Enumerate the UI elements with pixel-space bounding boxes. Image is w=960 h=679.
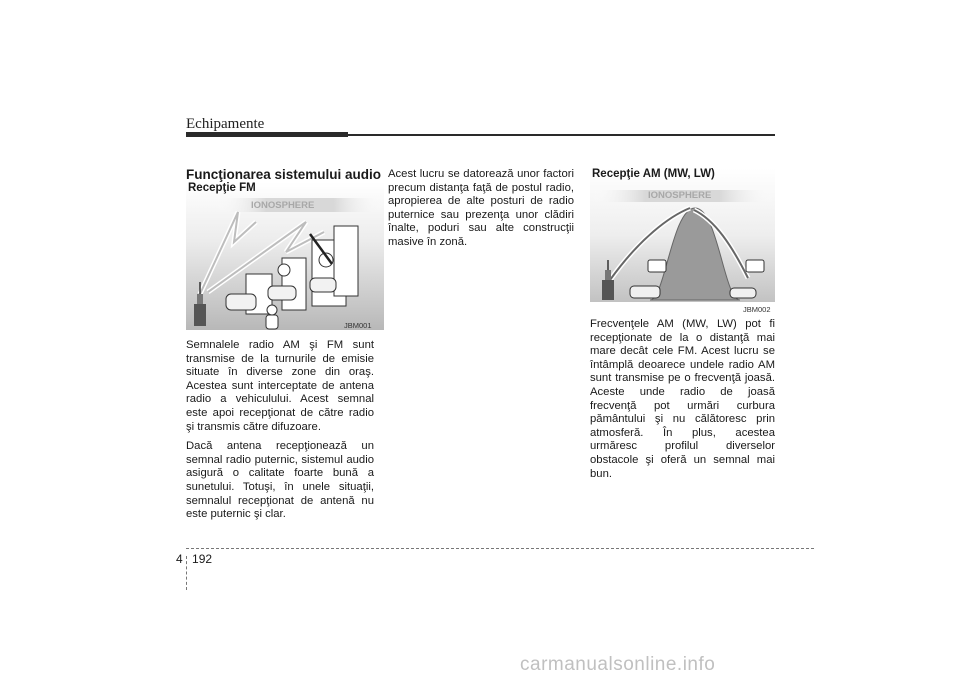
- paragraph: Dacă antena recepţionează un semnal radio puternic, sistemul audio asigură o calitate foarte bună a sunetului. Totuşi, în unele situaţii, semnalul recepţionat de antenă nu este puternic şi clar.: [186, 440, 374, 521]
- chapter-number: 4: [176, 552, 183, 566]
- figure-am: [590, 168, 775, 302]
- am-illustration: [590, 168, 775, 302]
- paragraph: Acest lucru se datorează unor factori precum distanţa faţă de postul radio, apropierea de alte posturi de radio puternice sau prezenţa unor clădiri înalte, poduri sau alte construcţii masive în zonă.: [388, 168, 574, 248]
- column-right: [590, 318, 775, 487]
- figure-fm: [186, 182, 384, 330]
- footer-rule: [186, 548, 814, 549]
- header-bar: [186, 132, 348, 137]
- am-ionosphere-label: IONOSPHERE: [648, 190, 712, 201]
- header-rule: [348, 134, 775, 136]
- paragraph: Frecvenţele AM (MW, LW) pot fi recepţionate de la o distanţă mai mare decât cele FM. Acest lucru se întâmplă deoarece undele radio AM sunt transmise pe o frecvenţă joasă. Aceste unde radio de joasă frecvenţă pot urmări curbura pământului şi nu călătoresc prin atmosferă. În plus, acestea urmăresc profilul diverselor obstacole şi oferă un semnal mai bun.: [590, 318, 775, 480]
- watermark: carmanualsonline.info: [520, 654, 716, 675]
- paragraph: Semnalele radio AM şi FM sunt transmise de la turnurile de emisie situate în diverse zone din oraş. Acestea sunt interceptate de antena radio a vehiculului. Acest semnal este apoi recepţionat de către radio şi transmis către difuzoare.: [186, 339, 374, 433]
- am-figure-code: JBM002: [743, 305, 771, 314]
- column-middle: [388, 168, 574, 256]
- fm-figure-code: JBM001: [344, 321, 372, 330]
- section-title: Funcţionarea sistemului audio: [186, 167, 382, 182]
- page-number: [176, 552, 218, 566]
- person-icon: [266, 305, 278, 329]
- header-title: Echipamente: [186, 116, 265, 132]
- fm-illustration: [186, 182, 384, 330]
- page-number-value: 192: [192, 552, 213, 566]
- fm-figure-label: Recepţie FM: [188, 182, 256, 194]
- am-figure-label: Recepţie AM (MW, LW): [592, 168, 715, 180]
- column-left: [186, 339, 374, 528]
- fm-ionosphere-label: IONOSPHERE: [251, 200, 315, 211]
